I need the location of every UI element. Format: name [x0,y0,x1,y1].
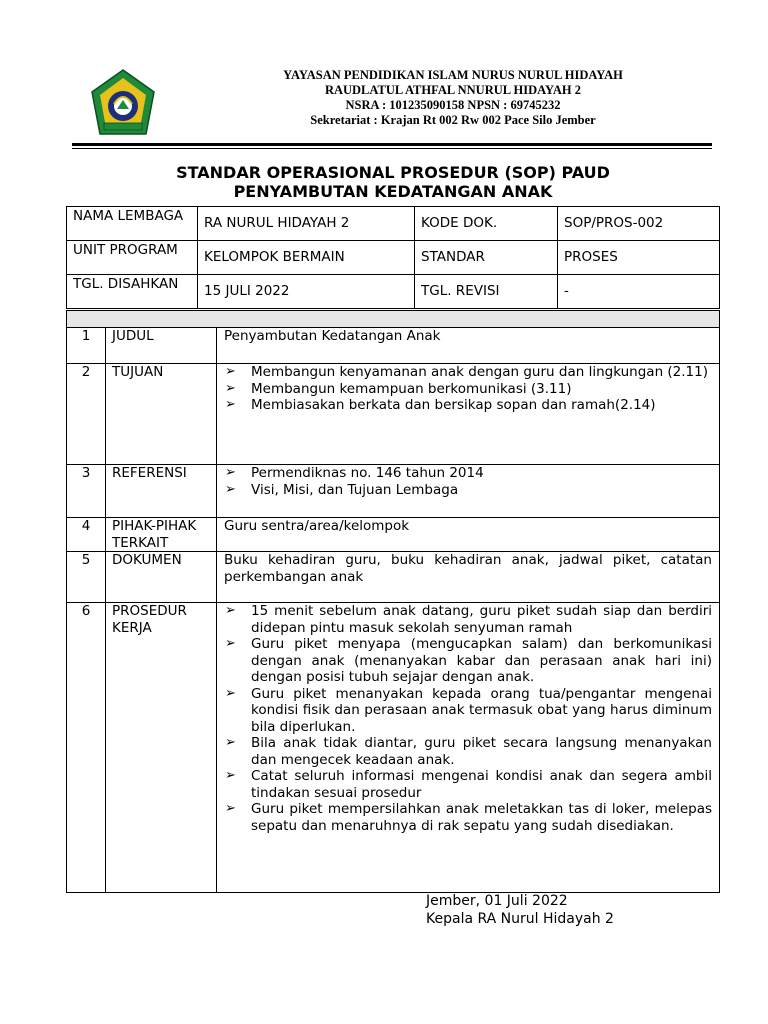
row-number: 1 [67,328,106,364]
info-value: KELOMPOK BERMAIN [198,241,415,275]
judul-text: Penyambutan Kedatangan Anak [217,328,720,364]
list-item: ➢ Guru piket menanyakan kepada orang tua/pengantar mengenai kondisi fisik dan perasaan anak termasuk obat yang harus diminum bila diperlukan. [224,686,712,736]
sop-content-table [66,327,720,893]
info-value: - [558,275,720,309]
row-label: PROSEDUR KERJA [106,603,217,893]
row-number: 4 [67,518,106,552]
info-label: NAMA LEMBAGA [67,207,198,241]
row-label: JUDUL [106,328,217,364]
list-item: ➢ Membangun kemampuan berkomunikasi (3.11) [224,381,712,398]
row-number: 5 [67,552,106,603]
info-label: TGL. REVISI [415,275,558,309]
list-item: ➢ Catat seluruh informasi mengenai kondisi anak dan segera ambil tindakan sesuai prosedur [224,768,712,801]
table-row [67,518,720,552]
shaded-separator-row [66,310,720,328]
table-row [67,328,720,364]
table-row [67,603,720,893]
info-value: 15 JULI 2022 [198,275,415,309]
info-label: KODE DOK. [415,207,558,241]
secretariat-address: Sekretariat : Krajan Rt 002 Rw 002 Pace Silo Jember [310,113,596,127]
row-number: 6 [67,603,106,893]
list-item: ➢ Bila anak tidak diantar, guru piket secara langsung menanyakan dan mengecek keadaan anak. [224,735,712,768]
info-value: PROSES [558,241,720,275]
signature-block [426,892,614,928]
table-row [67,552,720,603]
prosedur-list [224,603,712,834]
pihak-text: Guru sentra/area/kelompok [217,518,720,552]
table-row [67,241,720,275]
registration-numbers: NSRA : 101235090158 NPSN : 69745232 [345,98,561,112]
row-number: 3 [67,465,106,518]
tujuan-list [224,364,712,414]
list-item: ➢ 15 menit sebelum anak datang, guru piket sudah siap dan berdiri didepan pintu masuk sekolah senyuman ramah [224,603,712,636]
dokumen-text: Buku kehadiran guru, buku kehadiran anak, jadwal piket, catatan perkembangan anak [224,552,712,585]
letterhead-rule-thick [72,143,712,146]
title-line-1: STANDAR OPERASIONAL PROSEDUR (SOP) PAUD [176,163,610,182]
list-item: ➢ Visi, Misi, dan Tujuan Lembaga [224,482,712,499]
info-value: RA NURUL HIDAYAH 2 [198,207,415,241]
signature-position: Kepala RA Nurul Hidayah 2 [426,911,614,927]
list-item: ➢ Membangun kenyamanan anak dengan guru dan lingkungan (2.11) [224,364,712,381]
letterhead-rule-thin [72,148,712,149]
row-label: PIHAK-PIHAK TERKAIT [106,518,217,552]
table-row [67,364,720,465]
table-row [67,275,720,309]
table-row [67,207,720,241]
document-info-table [66,206,720,309]
list-item: ➢ Permendiknas no. 146 tahun 2014 [224,465,712,482]
info-label: UNIT PROGRAM [67,241,198,275]
title-line-2: PENYAMBUTAN KEDATANGAN ANAK [233,182,553,201]
info-value: SOP/PROS-002 [558,207,720,241]
list-item: ➢ Guru piket menyapa (mengucapkan salam) dan berkomunikasi dengan anak (menanyakan kabar dan perasaan anak hari ini) dengan posisi tubuh sejajar dengan anak. [224,636,712,686]
table-row [67,465,720,518]
list-item: ➢ Membiasakan berkata dan bersikap sopan dan ramah(2.14) [224,397,712,414]
signature-place-date: Jember, 01 Juli 2022 [426,893,568,909]
row-number: 2 [67,364,106,465]
letterhead [238,68,668,128]
row-label: DOKUMEN [106,552,217,603]
foundation-name: YAYASAN PENDIDIKAN ISLAM NURUS NURUL HIDAYAH [283,68,623,82]
list-item: ➢ Guru piket mempersilahkan anak meletakkan tas di loker, melepas sepatu dan menaruhnya di rak sepatu yang sudah disediakan. [224,801,712,834]
referensi-list [224,465,712,498]
row-label: REFERENSI [106,465,217,518]
school-name: RAUDLATUL ATHFAL NNURUL HIDAYAH 2 [324,83,582,97]
institution-logo [90,68,156,138]
info-label: TGL. DISAHKAN [67,275,198,309]
document-title [66,163,720,201]
info-label: STANDAR [415,241,558,275]
row-label: TUJUAN [106,364,217,465]
